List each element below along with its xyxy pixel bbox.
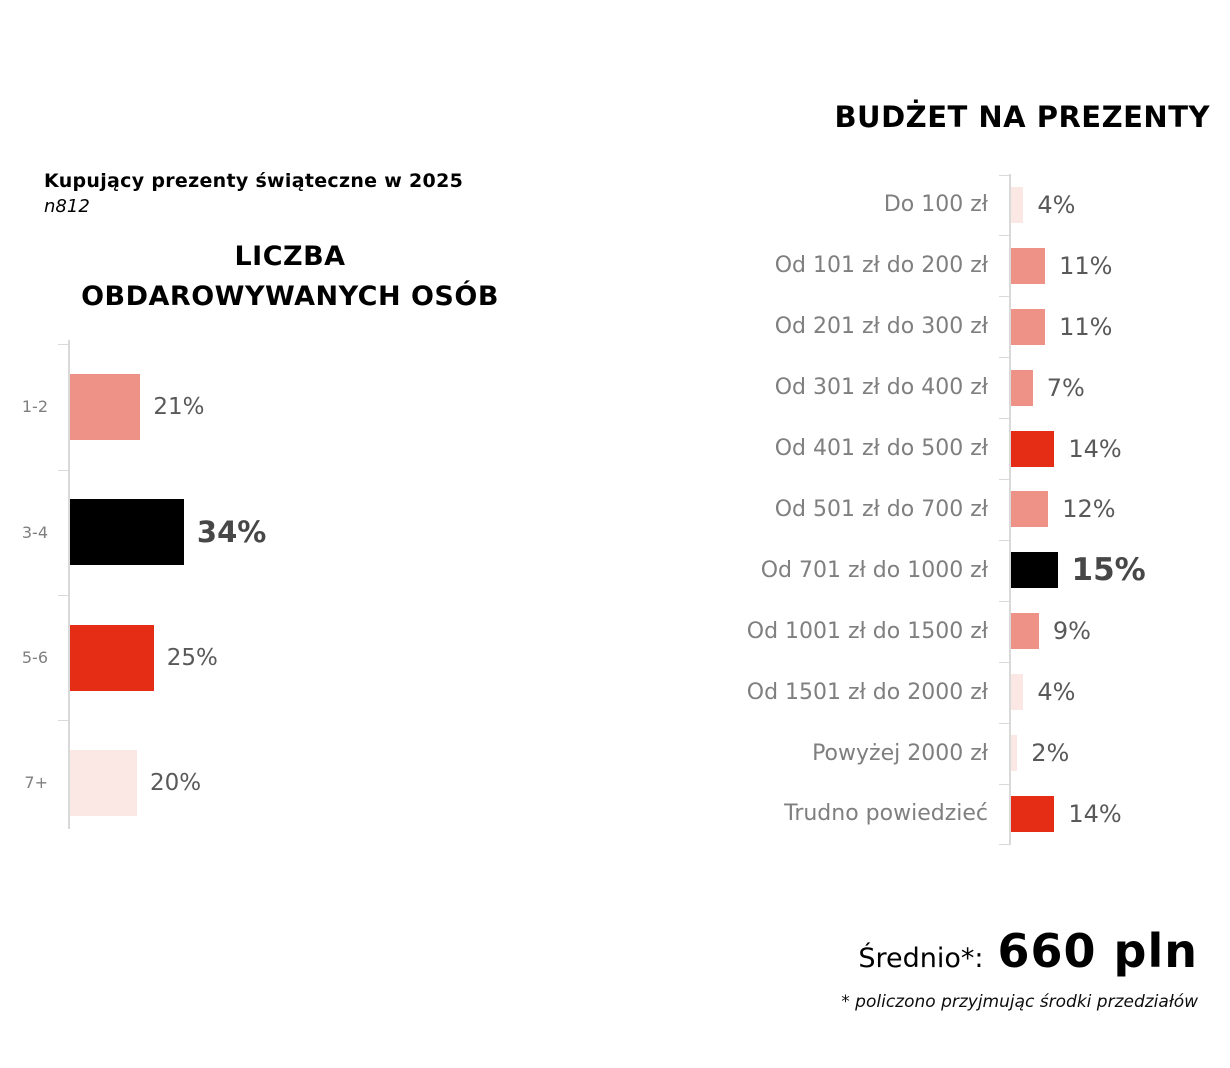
bar (1011, 552, 1058, 588)
value-label: 15% (1071, 552, 1146, 589)
left-chart-title-line1: LICZBA (234, 241, 346, 272)
category-label: Od 1001 zł do 1500 zł (746, 618, 988, 644)
value-label: 9% (1052, 617, 1091, 646)
value-label: 14% (1068, 799, 1122, 828)
left-chart-title (0, 237, 580, 317)
sample-size: n812 (44, 196, 90, 217)
bar-row (700, 601, 1230, 662)
category-label: Od 201 zł do 300 zł (774, 314, 988, 340)
value-label: 14% (1068, 434, 1122, 463)
bar-row (0, 470, 620, 595)
bar-row (700, 479, 1230, 540)
bar-row (700, 235, 1230, 296)
category-label: Od 1501 zł do 2000 zł (746, 679, 988, 705)
bar (1011, 796, 1054, 832)
value-label: 20% (150, 769, 202, 796)
bar (1011, 431, 1054, 467)
value-label: 12% (1062, 495, 1116, 524)
category-label: 1-2 (21, 397, 48, 417)
category-label: Od 501 zł do 700 zł (774, 496, 988, 522)
value-label: 2% (1031, 739, 1070, 768)
bar-row (700, 540, 1230, 601)
category-label: Do 100 zł (883, 192, 988, 218)
gift-count-chart (0, 340, 620, 840)
category-label: Trudno powiedzieć (784, 801, 988, 827)
value-label: 4% (1037, 678, 1076, 707)
bar-row (0, 595, 620, 720)
value-label: 34% (196, 515, 267, 550)
bar (1011, 674, 1023, 710)
bar-row (700, 296, 1230, 357)
category-label: Od 401 zł do 500 zł (774, 436, 988, 462)
category-label: Od 101 zł do 200 zł (774, 253, 988, 279)
bar (1011, 309, 1045, 345)
category-label: 3-4 (21, 522, 48, 542)
value-label: 11% (1059, 312, 1113, 341)
category-label: Od 701 zł do 1000 zł (760, 557, 988, 583)
bar (1011, 248, 1045, 284)
average-label: Średnio*: (858, 943, 984, 974)
bar (1011, 613, 1039, 649)
bar-row (700, 784, 1230, 845)
bar (70, 750, 137, 816)
category-label: Powyżej 2000 zł (812, 740, 988, 766)
average-annotation (858, 924, 1198, 978)
bar-row (700, 357, 1230, 418)
bar (1011, 187, 1023, 223)
bar-row (700, 418, 1230, 479)
budget-chart (700, 174, 1230, 854)
right-chart-title: BUDŻET NA PREZENTY (834, 100, 1210, 134)
value-label: 11% (1059, 251, 1113, 280)
value-label: 25% (166, 644, 218, 671)
value-label: 7% (1046, 373, 1085, 402)
value-label: 21% (153, 393, 205, 420)
bar (1011, 370, 1033, 406)
bar-row (700, 723, 1230, 784)
bar (70, 374, 140, 440)
bar (1011, 491, 1048, 527)
category-label: 7+ (24, 773, 48, 793)
bar (70, 499, 184, 565)
average-value: 660 pln (997, 924, 1198, 978)
survey-header (44, 170, 463, 217)
footnote: * policzono przyjmując środki przedziałów (841, 992, 1198, 1012)
category-label: 5-6 (21, 648, 48, 668)
bar-row (700, 175, 1230, 236)
bar (70, 625, 154, 691)
bar-row (700, 662, 1230, 723)
category-label: Od 301 zł do 400 zł (774, 375, 988, 401)
value-label: 4% (1037, 190, 1076, 219)
bar-row (0, 344, 620, 469)
bar (1011, 735, 1017, 771)
bar-row (0, 720, 620, 845)
left-chart-title-line2: OBDAROWYWANYCH OSÓB (81, 281, 499, 312)
survey-title: Kupujący prezenty świąteczne w 2025 (44, 170, 464, 192)
